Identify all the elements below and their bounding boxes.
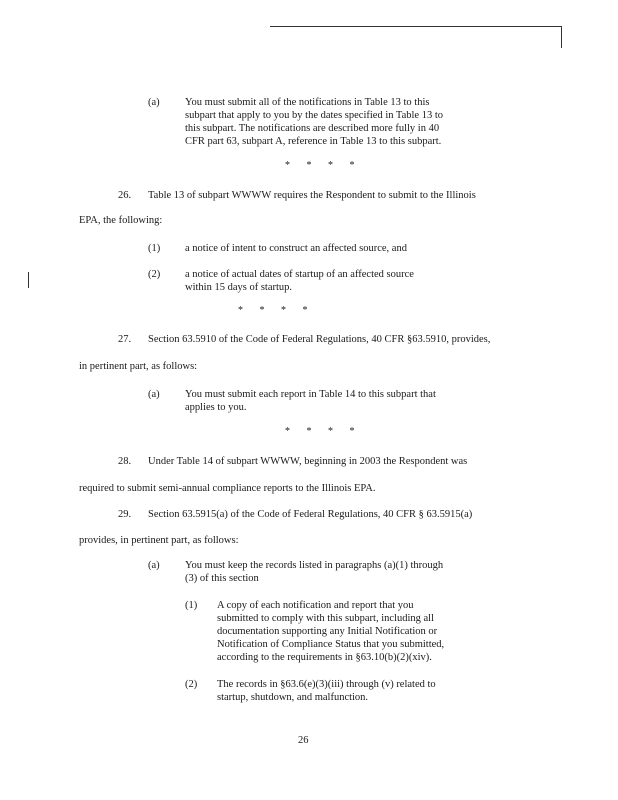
item-2-label: (2) [148,269,161,280]
quote-a3-label: (a) [148,560,160,571]
item-1-text: a notice of intent to construct an affected source, and [185,243,407,254]
section-break-2: * * * * [238,305,315,316]
para-29-line-1: Section 63.5915(a) of the Code of Federal Regulations, 40 CFR § 63.5915(a) [148,509,473,520]
para-27-number: 27. [118,334,132,345]
para-26-line-1: Table 13 of subpart WWWW requires the Respondent to submit to the Illinois [148,190,476,201]
scan-edge-right [561,26,562,48]
section-break-3: * * * * [285,426,362,437]
item-1-label: (1) [148,243,161,254]
para-29-line-2: provides, in pertinent part, as follows: [79,535,239,546]
para-28-number: 28. [118,456,132,467]
quote-a1-text: You must submit all of the notifications in Table 13 to this subpart that apply to you by the dates specified in Table 13 to this subpart. The notifications are described more fully in 40 CFR part 63, subpart A, reference in Table 13 to this subpart. [185,97,444,147]
sub-2-text: The records in §63.6(e)(3)(iii) through (v) related to startup, shutdown, and malfunction. [217,679,436,703]
para-27-line-2: in pertinent part, as follows: [79,361,198,372]
para-27-line-1: Section 63.5910 of the Code of Federal Regulations, 40 CFR §63.5910, provides, [148,334,491,345]
quote-a2-text: You must submit each report in Table 14 to this subpart that applies to you. [185,389,436,413]
scan-edge-left-mark [28,272,29,288]
quote-a2-label: (a) [148,389,160,400]
para-28-line-1: Under Table 14 of subpart WWWW, beginning in 2003 the Respondent was [148,456,468,467]
para-26-line-2: EPA, the following: [79,215,163,226]
para-28-line-2: required to submit semi-annual compliance reports to the Illinois EPA. [79,483,376,494]
page-number: 26 [298,735,309,746]
quote-a1-label: (a) [148,97,160,108]
sub-1-text: A copy of each notification and report that you submitted to comply with this subpart, including all documentation supporting any Initial Notification or Notification of Compliance Status that you submitted, according to the requirements in §63.10(b)(2)(xiv). [217,600,445,663]
para-29-number: 29. [118,509,132,520]
scan-edge-top [270,26,562,27]
section-break-1: * * * * [285,160,362,171]
item-2-text: a notice of actual dates of startup of an affected source within 15 days of startup. [185,269,414,293]
quote-a3-text: You must keep the records listed in paragraphs (a)(1) through (3) of this section [185,560,444,584]
sub-2-label: (2) [185,679,198,690]
para-26-number: 26. [118,190,132,201]
sub-1-label: (1) [185,600,198,611]
